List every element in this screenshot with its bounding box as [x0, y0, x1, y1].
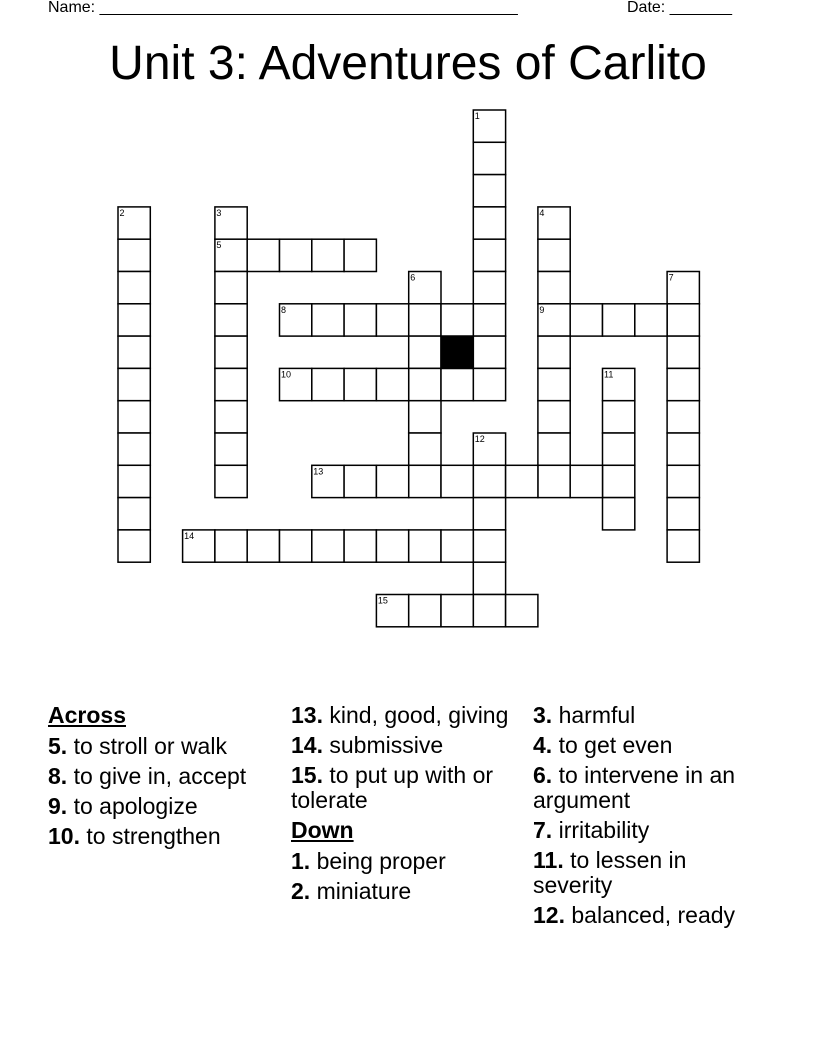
grid-cell[interactable] — [312, 368, 344, 400]
clue-text: to apologize — [73, 793, 198, 819]
grid-cell[interactable] — [667, 530, 699, 562]
clue-number-label: 15 — [377, 595, 388, 606]
clue-number-label: 7 — [668, 272, 674, 283]
clue-number: 2. — [291, 878, 311, 904]
grid-cell[interactable] — [570, 465, 602, 497]
clue-across-9 — [48, 794, 278, 819]
clue-text: irritability — [558, 817, 650, 843]
clue-text: to get even — [558, 732, 673, 758]
grid-cell[interactable] — [473, 498, 505, 530]
clue-across-8 — [48, 764, 278, 789]
grid-cell[interactable] — [118, 336, 150, 368]
clue-across-10 — [48, 824, 278, 849]
clue-down-7 — [533, 818, 763, 843]
grid-cell[interactable] — [344, 304, 376, 336]
grid-cell[interactable] — [603, 304, 635, 336]
grid-cell[interactable] — [441, 368, 473, 400]
clue-down-1 — [291, 849, 521, 874]
clue-number: 4. — [533, 732, 553, 758]
grid-cell[interactable] — [570, 304, 602, 336]
clue-down-4 — [533, 733, 763, 758]
grid-cell[interactable] — [441, 304, 473, 336]
grid-cell[interactable] — [667, 336, 699, 368]
grid-cell[interactable] — [473, 595, 505, 627]
grid-cell[interactable] — [473, 562, 505, 594]
clue-down-2 — [291, 879, 521, 904]
grid-cell[interactable] — [441, 530, 473, 562]
across-heading: Across — [48, 702, 126, 728]
grid-cell[interactable] — [667, 368, 699, 400]
grid-cell[interactable] — [118, 368, 150, 400]
clue-text: to put up with or tolerate — [291, 762, 494, 813]
grid-cell[interactable] — [409, 433, 441, 465]
grid-cell[interactable] — [667, 465, 699, 497]
page-title: Unit 3: Adventures of Carlito — [109, 37, 707, 90]
clue-number-label: 4 — [539, 207, 545, 218]
clue-across-13 — [291, 703, 521, 728]
grid-cell[interactable] — [603, 433, 635, 465]
grid-cell[interactable] — [118, 433, 150, 465]
grid-cell[interactable] — [376, 465, 408, 497]
grid-cell[interactable] — [376, 368, 408, 400]
clue-number: 12. — [533, 902, 565, 928]
grid-cell[interactable] — [344, 368, 376, 400]
grid-cell[interactable] — [344, 239, 376, 271]
clue-number: 11. — [533, 847, 564, 873]
grid-cell[interactable] — [538, 336, 570, 368]
grid-cell[interactable] — [667, 433, 699, 465]
clue-across-15 — [291, 763, 521, 813]
grid-cell[interactable] — [473, 142, 505, 174]
clue-number-label: 6 — [410, 272, 416, 283]
grid-cell[interactable] — [538, 401, 570, 433]
grid-cell[interactable] — [603, 401, 635, 433]
clue-number: 3. — [533, 702, 553, 728]
clue-number-label: 1 — [474, 111, 480, 121]
grid-cell[interactable] — [538, 368, 570, 400]
clue-text: to strengthen — [86, 823, 221, 849]
grid-cell[interactable] — [667, 304, 699, 336]
clue-number-label: 10 — [281, 369, 292, 380]
clue-number: 8. — [48, 763, 68, 789]
grid-cell[interactable] — [215, 530, 247, 562]
grid-cell[interactable] — [473, 336, 505, 368]
clue-text: being proper — [316, 848, 446, 874]
grid-cell[interactable] — [441, 465, 473, 497]
grid-cell[interactable] — [118, 272, 150, 304]
grid-cell[interactable] — [635, 304, 667, 336]
clue-number-label: 13 — [313, 466, 324, 477]
grid-cell[interactable] — [473, 272, 505, 304]
grid-cell[interactable] — [376, 530, 408, 562]
grid-cell[interactable] — [409, 401, 441, 433]
clue-number: 7. — [533, 817, 553, 843]
clue-text: to lessen in severity — [533, 847, 687, 898]
clue-text: harmful — [558, 702, 636, 728]
clue-text: kind, good, giving — [329, 702, 509, 728]
clue-number-label: 11 — [604, 369, 614, 380]
grid-cell[interactable] — [312, 530, 344, 562]
grid-cell[interactable] — [215, 304, 247, 336]
clue-text: to stroll or walk — [73, 733, 227, 759]
grid-cell[interactable] — [473, 239, 505, 271]
grid-cell[interactable] — [215, 465, 247, 497]
black-square — [441, 336, 473, 368]
grid-cell[interactable] — [409, 595, 441, 627]
clue-number: 15. — [291, 762, 323, 788]
grid-cell[interactable] — [312, 304, 344, 336]
clue-down-6 — [533, 763, 763, 813]
grid-cell[interactable] — [280, 239, 312, 271]
grid-cell[interactable] — [538, 433, 570, 465]
clue-number: 9. — [48, 793, 68, 819]
grid-cell[interactable] — [118, 498, 150, 530]
grid-cell[interactable] — [247, 530, 279, 562]
clue-across-14 — [291, 733, 521, 758]
grid-cell[interactable] — [506, 465, 538, 497]
clue-number-label: 9 — [539, 304, 545, 315]
grid-cell[interactable] — [118, 465, 150, 497]
grid-cell[interactable] — [118, 304, 150, 336]
grid-cell[interactable] — [473, 175, 505, 207]
clue-across-5 — [48, 734, 278, 759]
grid-cell[interactable] — [473, 465, 505, 497]
grid-cell[interactable] — [118, 239, 150, 271]
grid-cell[interactable] — [409, 304, 441, 336]
clues-column-3 — [533, 703, 763, 933]
clue-number-label: 14 — [184, 530, 195, 541]
clue-number: 6. — [533, 762, 553, 788]
clues-column-2 — [291, 703, 521, 909]
grid-cell[interactable] — [344, 530, 376, 562]
grid-cell[interactable] — [409, 368, 441, 400]
clue-number: 5. — [48, 733, 68, 759]
grid-cell[interactable] — [473, 530, 505, 562]
grid-cell[interactable] — [215, 336, 247, 368]
clue-number-label: 8 — [281, 304, 287, 315]
clue-down-3 — [533, 703, 763, 728]
clue-number: 1. — [291, 848, 311, 874]
grid-cell[interactable] — [215, 401, 247, 433]
grid-cell[interactable] — [603, 465, 635, 497]
grid-cell[interactable] — [506, 595, 538, 627]
clue-number: 10. — [48, 823, 80, 849]
grid-cell[interactable] — [441, 595, 473, 627]
grid-cell[interactable] — [376, 304, 408, 336]
grid-cell[interactable] — [344, 465, 376, 497]
grid-cell[interactable] — [538, 239, 570, 271]
grid-cell[interactable] — [603, 498, 635, 530]
grid-cell[interactable] — [667, 498, 699, 530]
name-field-label: Name: _______________________________________________ — [48, 0, 518, 16]
clue-number: 14. — [291, 732, 323, 758]
grid-cell[interactable] — [118, 401, 150, 433]
clue-number-label: 3 — [216, 207, 222, 218]
grid-cell[interactable] — [118, 530, 150, 562]
date-field-label: Date: _______ — [627, 0, 732, 16]
grid-cell[interactable] — [409, 336, 441, 368]
grid-cell[interactable] — [312, 239, 344, 271]
grid-cell[interactable] — [280, 530, 312, 562]
grid-cell[interactable] — [247, 239, 279, 271]
grid-cell[interactable] — [538, 465, 570, 497]
grid-cell[interactable] — [667, 401, 699, 433]
grid-cell[interactable] — [215, 368, 247, 400]
clue-text: submissive — [329, 732, 444, 758]
clue-number: 13. — [291, 702, 323, 728]
clue-down-12 — [533, 903, 763, 928]
down-heading: Down — [291, 817, 354, 843]
clue-number-label: 12 — [474, 434, 485, 444]
clues-column-1 — [48, 703, 278, 854]
grid-cell[interactable] — [409, 530, 441, 562]
clue-text: to give in, accept — [73, 763, 247, 789]
clue-text: miniature — [316, 878, 412, 904]
grid-cell[interactable] — [538, 272, 570, 304]
grid-cell[interactable] — [409, 465, 441, 497]
clue-number-label: 5 — [216, 240, 222, 251]
grid-cell[interactable] — [473, 304, 505, 336]
grid-cell[interactable] — [473, 368, 505, 400]
grid-cell[interactable] — [473, 207, 505, 239]
clue-number-label: 2 — [119, 207, 125, 218]
grid-cell[interactable] — [215, 433, 247, 465]
grid-cell[interactable] — [215, 272, 247, 304]
clue-down-11 — [533, 848, 763, 898]
clue-text: balanced, ready — [571, 902, 736, 928]
clue-text: to intervene in an argument — [533, 762, 736, 813]
